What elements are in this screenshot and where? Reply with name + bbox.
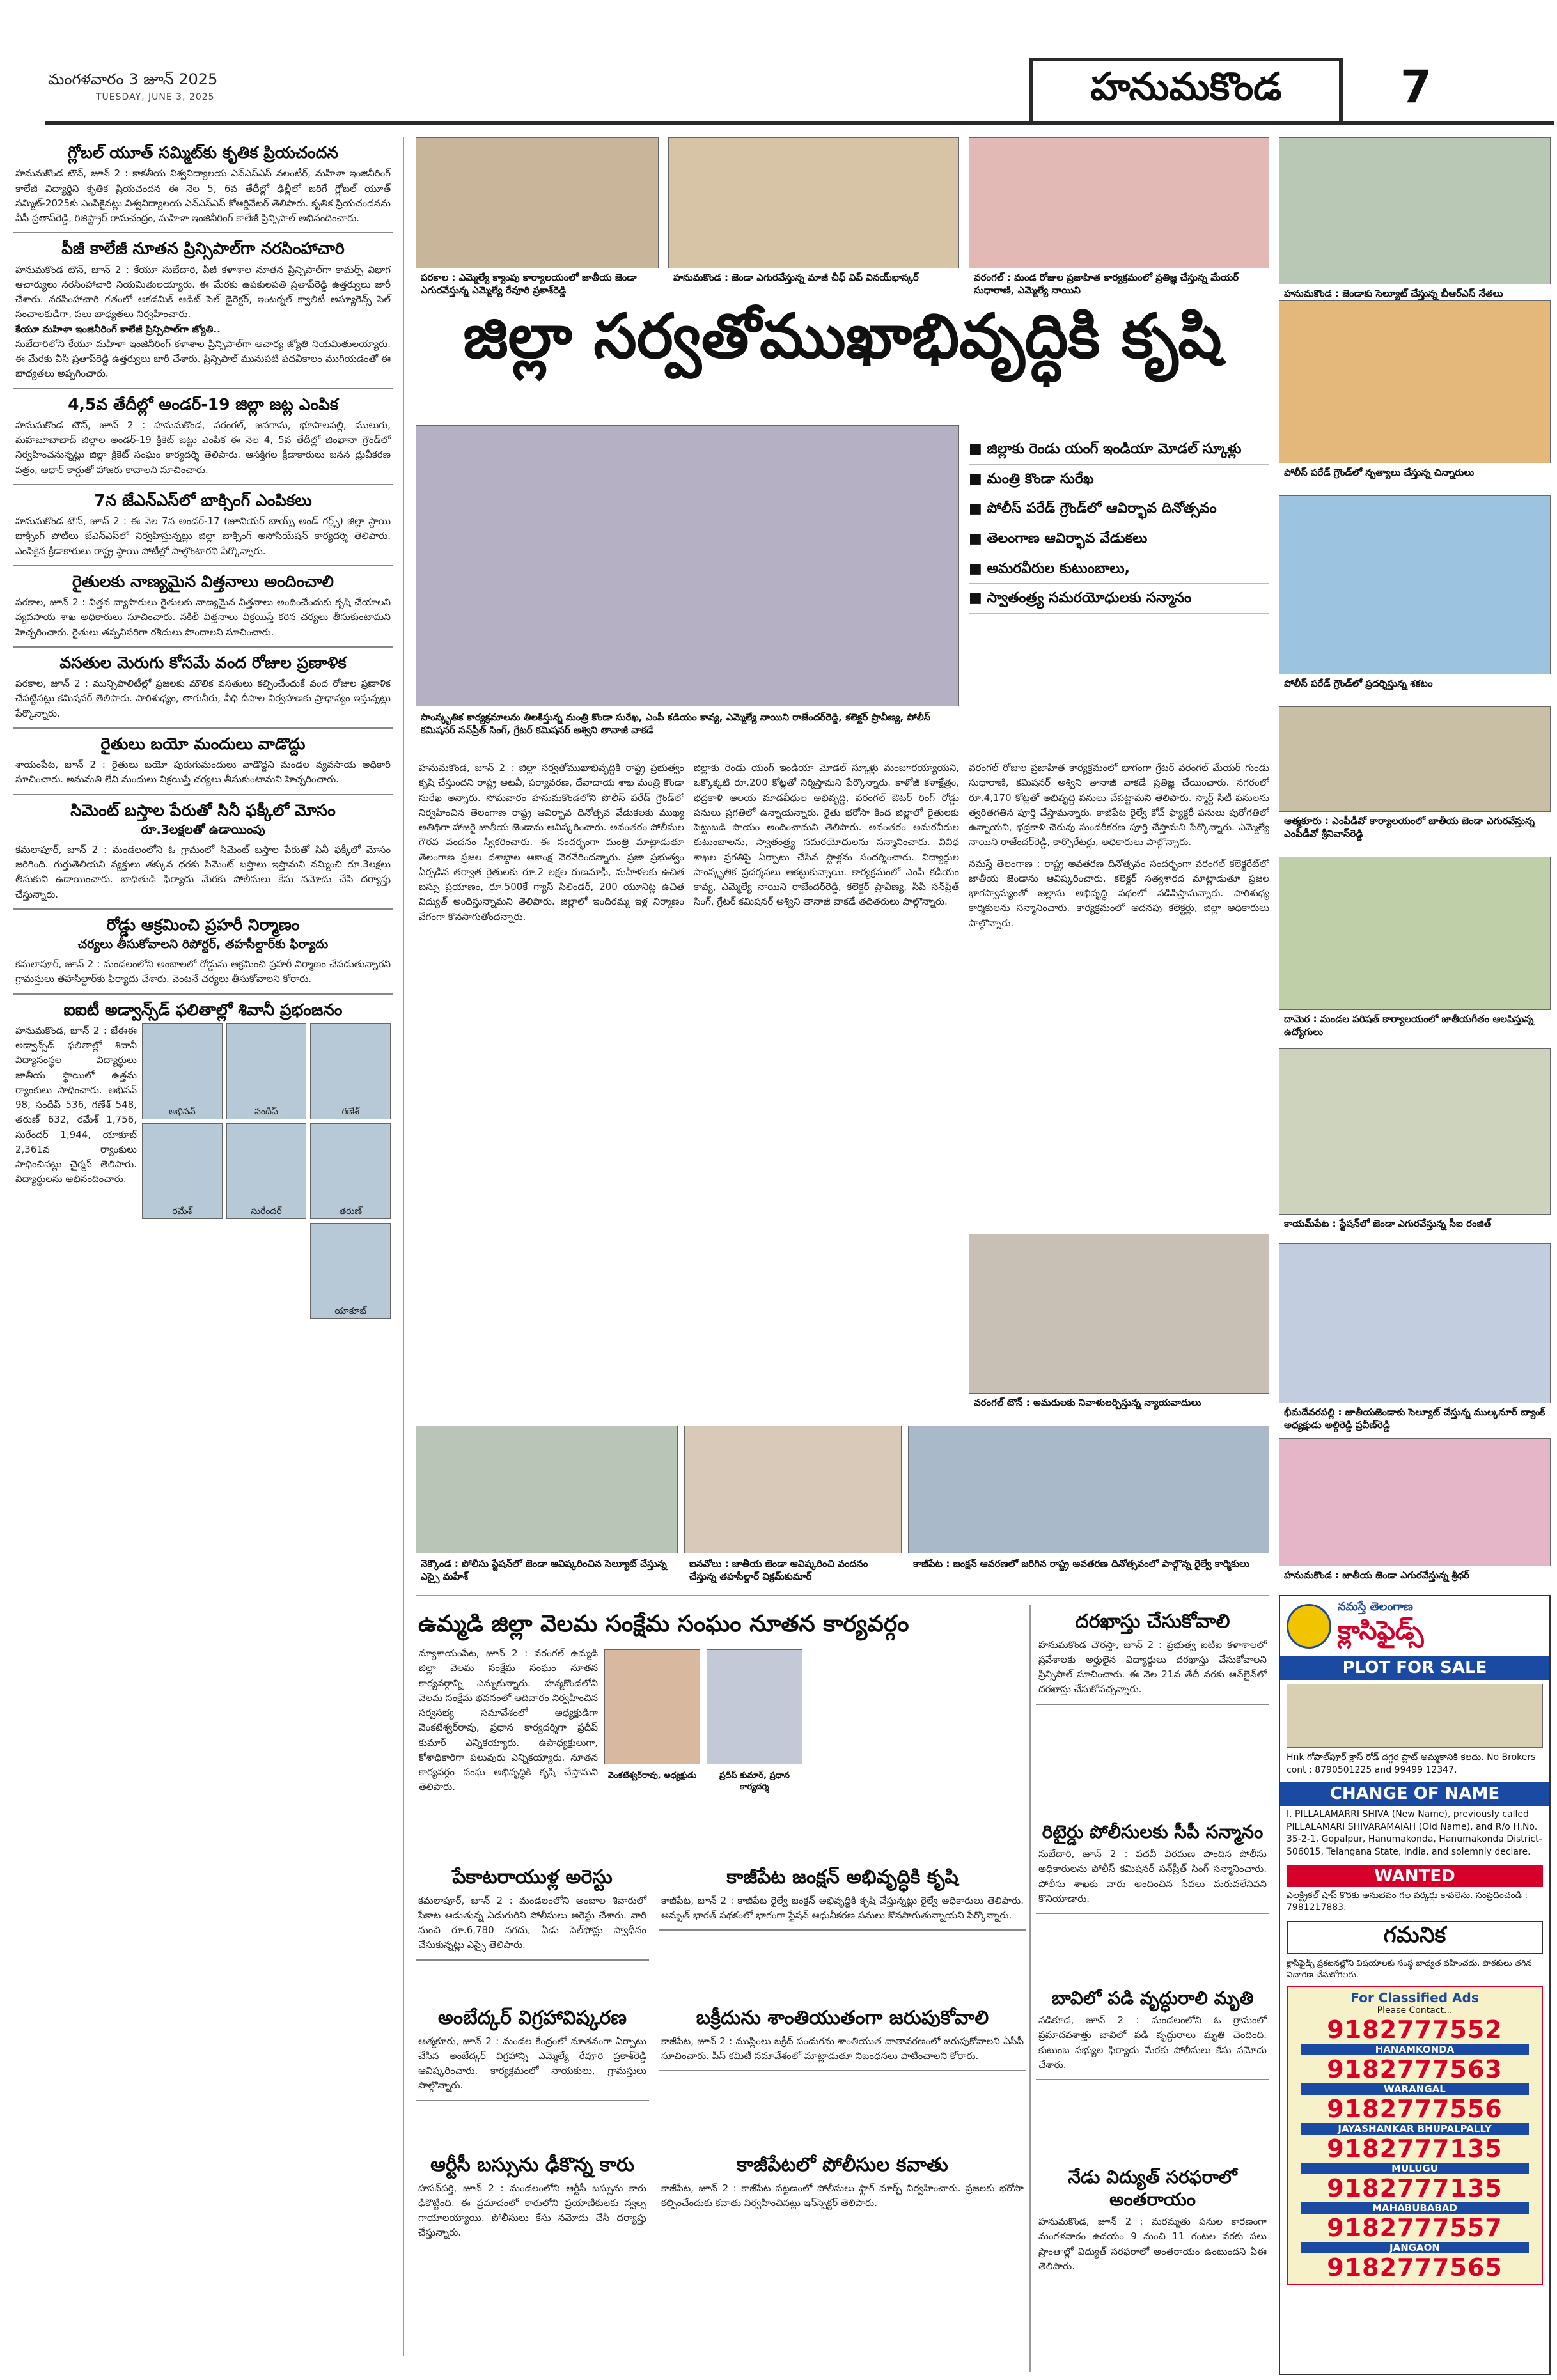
story-title: రిటైర్డు పోలీసులకు సీపీ సన్మానం — [1042, 1821, 1264, 1842]
story-body: సుబేదారి, జూన్ 2 : పదవీ విరమణ పొందిన పోలీసు అధికారులను పోలీస్ కమిషనర్ సన్‌ప్రీత్ సింగ్ సన్మానించారు. పోలీసు శాఖకు వారు అందించిన సేవలు మరువలేనివని కొనియాడారు. — [1038, 1848, 1267, 1904]
bullet-item: ■ అమరవీరుల కుటుంబాలు, — [969, 554, 1269, 584]
contact-phone[interactable]: 9182777563 — [1327, 2055, 1503, 2084]
photo-caption: నెక్కొండ : పోలీసు స్టేషన్‌లో జెండా ఆవిష్కరించిన సెల్యూట్ చేస్తున్న ఎస్సై మహేశ్ — [421, 1558, 667, 1583]
topper-photo — [310, 1223, 391, 1319]
story-title: 7న జేఎన్ఎస్‌లో బాక్సింగ్ ఎంపికలు — [94, 490, 312, 509]
story-body: హనుమకొండ, జూన్ 2 : మరమ్మతు పనుల కారణంగా మంగళవారం ఉదయం 9 నుంచి 11 గంటల వరకు పలు ప్రాంతాల్లో విద్యుత్ సరఫరాలో అంతరాయం ఉంటుందని ఏఈ తెలిపారు. — [1038, 2216, 1267, 2272]
story-subtitle: రూ.3లక్షలతో ఉడాయింపు — [141, 822, 265, 837]
story-body: కాజీపేట, జూన్ 2 : ముస్లింలు బక్రీద్ పండుగను శాంతియుత వాతావరణంలో జరుపుకోవాలని ఏసీపీ సూచించారు. పీస్ కమిటీ సమావేశంలో మాట్లాడుతూ నిబంధనలు పాటించాలని కోరారు. — [661, 2035, 1024, 2062]
plot-ad-text: Hnk గోపాల్‌పూర్ క్రాస్ రోడ్ దగ్గర ప్లాట్ అమ్మకానికి కలదు. No Brokers cont : 8790501225 and 99499 12347. — [1287, 1752, 1536, 1775]
story-body: న్యూశాయంపేట, జూన్ 2 : వరంగల్ ఉమ్మడి జిల్లా వెలమ సంక్షేమ సంఘం నూతన కార్యవర్గాన్ని ఎన్నుకున్నారు. హన్మకొండలోని వెలమ సంక్షేమ భవనంలో ఆదివారం నిర్వహించిన సర్వసభ్య సమావేశంలో అధ్యక్షుడిగా వెంకటేశ్వర్‌రావు, ప్రధాన కార్యదర్శిగా ప్రదీప్ కుమార్ ఎన్నికయ్యారు. ఉపాధ్యక్షులుగా, కోశాధికారిగా పలువురు ఎన్నికయ్యారు. నూతన కార్యవర్గం సంఘ అభివృద్ధికి కృషి చేస్తామని తెలిపారు. — [419, 1647, 598, 1793]
contacts-subheading: Please Contact... — [1377, 2005, 1453, 2016]
topper-name: తరుణ్ — [339, 1206, 362, 1217]
story-body: సుబేదారిలోని కేయూ మహిళా ఇంజినీరింగ్ కళాశాల ప్రిన్సిపాల్‌గా ఆచార్య జ్యోతి నియమితులయ్యారు. ఈ మేరకు వీసీ ప్రతాప్‌రెడ్డి ఉత్తర్వులు జారీ చేశారు. ప్రిన్సిపాల్ మునుపటి పదవీకాలం ముగియడంతో ఈ బాధ్యతలు అప్పగించారు. — [15, 338, 391, 380]
main-headline: జిల్లా సర్వతోముఖాభివృద్ధికి కృషి — [463, 300, 1222, 372]
story-title: కాజీపేటలో పోలీసుల కవాతు — [737, 2154, 948, 2176]
bullet-item: ■ మంత్రి కొండా సురేఖ — [969, 465, 1269, 495]
contact-phone[interactable]: 9182777135 — [1327, 2135, 1503, 2163]
plot-for-sale-banner: PLOT FOR SALE — [1280, 1656, 1549, 1680]
photo-caption: పోలీస్ పరేడ్ గ్రౌండ్‌లో ప్రదర్శిస్తున్న శకటం — [1284, 678, 1433, 689]
story-apply-iti — [1036, 1605, 1269, 1705]
contact-phone[interactable]: 9182777556 — [1327, 2095, 1503, 2124]
wanted-text: ఎలక్ట్రికల్ షాప్ కొరకు అనుభవం గల వర్కర్లు కావలెను. సంప్రదించండి : 7981217883. — [1287, 1890, 1528, 1913]
story-title: వసతుల మెరుగు కోసమే వంద రోజుల ప్రణాళిక — [59, 653, 347, 672]
story-ambedkar-statue — [416, 2001, 649, 2101]
story-under19-selection — [13, 389, 393, 485]
plot-photo — [1287, 1684, 1543, 1748]
main-body: వరంగల్ రోజుల ప్రజాహిత కార్యక్రమంలో భాగంగా గ్రేటర్ వరంగల్ మేయర్ గుండు సుధారాణి, కమిషనర్ అశ్విని తానాజీ వాకడే ప్రతిజ్ఞ చేయించారు. నగరంలో రూ.4,170 కోట్లతో అభివృద్ధి పనులు చేపట్టామని తెలిపారు. స్మార్ట్ సిటీ పనులను త్వరితగతిన పూర్తి చేస్తామన్నారు. కాజీపేట రైల్వే కోచ్ ఫ్యాక్టరీ పనులు పురోగతిలో ఉన్నాయని, భద్రకాళి చెరువు సుందరీకరణ పూర్తి చేస్తామని పేర్కొన్నారు. ఎమ్మెల్యే నాయిని రాజేందర్‌రెడ్డి, కార్పొరేటర్లు, అధికారులు పాల్గొన్నారు. — [969, 762, 1269, 848]
story-body: ఆత్మకూరు, జూన్ 2 : మండల కేంద్రంలో నూతనంగా ఏర్పాటు చేసిన అంబేద్కర్ విగ్రహాన్ని ఎమ్మెల్యే రేవూరి ప్రకాశ్‌రెడ్డి ఆవిష్కరించారు. కార్యక్రమంలో నాయకులు, గ్రామస్తులు పాల్గొన్నారు. — [418, 2035, 646, 2092]
story-title: రైతులకు నాణ్యమైన విత్తనాలు అందించాలి — [72, 572, 334, 591]
photo-caption: వరంగల్ : మండ రోజుల ప్రజాహిత కార్యక్రమంలో ప్రతిజ్ఞ చేస్తున్న మేయర్ సుధారాణి, ఎమ్మెల్యే నాయిని — [974, 272, 1239, 297]
masthead-date: మంగళవారం 3 జూన్ 2025 — [48, 70, 218, 88]
change-of-name-banner: CHANGE OF NAME — [1280, 1782, 1549, 1806]
contact-phone[interactable]: 9182777135 — [1327, 2174, 1503, 2203]
story-pg-college-principal — [13, 233, 393, 389]
topper-name: రమేశ్ — [172, 1206, 192, 1217]
story-iit-results — [13, 995, 393, 1325]
story-body: కాజీపేట, జూన్ 2 : కాజీపేట పట్టణంలో పోలీసులు ఫ్లాగ్ మార్చ్ నిర్వహించారు. ప్రజలకు భరోసా కల్పించేందుకు కవాతు నిర్వహించినట్లు ఇన్‌స్పెక్టర్ తెలిపారు. — [661, 2182, 1024, 2209]
photo-caption: పరకాల : ఎమ్మెల్యే క్యాంపు కార్యాలయంలో జాతీయ జెండా ఎగురవేస్తున్న ఎమ్మెల్యే రేవూరి ప్రకాశ్‌రెడ్డి — [421, 272, 637, 297]
photo-hanumakonda-flag — [668, 137, 959, 268]
story-body: కాజీపేట, జూన్ 2 : కాజీపేట రైల్వే జంక్షన్ అభివృద్ధికి కృషి చేస్తున్నట్లు రైల్వే అధికారులు తెలిపారు. అమృత్ భారత్ పథకంలో భాగంగా స్టేషన్ ఆధునీకరణ పనులు కొనసాగుతున్నాయని పేర్కొన్నారు. — [661, 1894, 1024, 1921]
contact-place: JAYASHANKAR BHUPALPALLY — [1301, 2123, 1529, 2135]
story-body: కమలాపూర్, జూన్ 2 : మండలంలోని అంబాలలో రోడ్డును ఆక్రమించి ప్రహరీ నిర్మాణం చేపడుతున్నారని గ్రామస్తులు తహసీల్దార్‌కు ఫిర్యాదు చేశారు. వెంటనే చర్యలు తీసుకోవాలని కోరారు. — [15, 958, 391, 985]
story-subhead: కేయూ మహిళా ఇంజినీరింగ్ కాలేజీ ప్రిన్సిపాల్‌గా జ్యోతి.. — [15, 323, 221, 335]
contact-phone[interactable]: 9182777557 — [1327, 2214, 1503, 2243]
bullet-item: ■ స్వాతంత్ర్య సమరయోధులకు సన్మానం — [969, 584, 1269, 614]
section-divider — [416, 1595, 1269, 1596]
topper-photo — [226, 1123, 307, 1219]
photo-kazipet-railway — [908, 1426, 1269, 1553]
story-title: రోడ్డు ఆక్రమించి ప్రహరీ నిర్మాణం — [106, 915, 300, 934]
photo-caption: భీమదేవరపల్లి : జాతీయజెండాకు సెల్యూట్ చేస్తున్న ముల్కనూర్ బ్యాంక్ అధ్యక్షుడు అల్గిరెడ్డి ప్రవీణ్‌రెడ్డి — [1284, 1406, 1545, 1431]
topper-name: యాకూబ్ — [334, 1305, 367, 1316]
contacts-heading: For Classified Ads — [1350, 1990, 1479, 2006]
story-rtc-bus-accident — [416, 2148, 649, 2247]
portrait-caption: ప్రదీప్ కుమార్, ప్రధాన కార్యదర్శి — [719, 1771, 790, 1792]
story-subtitle: చర్యలు తీసుకోవాలని రిపోర్టర్, తహసీల్దార్‌కు ఫిర్యాదు — [77, 937, 329, 951]
topper-photo — [142, 1123, 223, 1219]
story-title: పీజీ కాలేజీ నూతన ప్రిన్సిపాల్‌గా నరసింహాచారి — [61, 239, 345, 258]
story-gamblers-arrest — [416, 1860, 649, 1961]
photo-caption: కాజీపేట : జంక్షన్ ఆవరణలో జరిగిన రాష్ట్ర అవతరణ దినోత్సవంలో పాల్గొన్న రైల్వే కార్మికులు — [913, 1558, 1249, 1569]
topper-name: సందీప్ — [254, 1106, 278, 1117]
story-body: హనుమకొండ టౌన్, జూన్ 2 : కాకతీయ విశ్వవిద్యాలయ ఎన్ఎస్ఎస్ వలంటీర్, మహిళా ఇంజినీరింగ్ కాలేజీ విద్యార్థిని కృతిక ప్రియచందన ఈ నెల 5, 6వ తేదీల్లో ఢిల్లీలో జరిగే గ్లోబల్ యూత్ సమ్మిట్-2025కు ఎంపికైనట్లు విశ్వవిద్యాలయ ఎన్ఎస్ఎస్ కోఆర్డినేటర్ తెలిపారు. కృతిక ప్రియచందనను వీసీ ప్రతాప్‌రెడ్డి, రిజిస్ట్రార్ రామచంద్రం, మహిళా ఇంజినీరింగ్ కాలేజీ ప్రిన్సిపాల్ అభినందించారు. — [15, 167, 391, 224]
story-title: ఆర్టీసీ బస్సును ఢీకొన్న కారు — [430, 2154, 635, 2176]
story-title: గ్లోబల్ యూత్ సమ్మిట్‌కు కృతిక ప్రియచందన — [68, 143, 338, 162]
brand-logo-icon — [1287, 1604, 1331, 1649]
story-body: కమలాపూర్, జూన్ 2 : మండలంలోని అంబాల శివారులో పేకాట ఆడుతున్న ఏడుగురిని పోలీసులు అరెస్టు చేశారు. వారి నుంచి రూ.6,780 నగదు, ఏడు సెల్‌ఫోన్లు స్వాధీనం చేసుకున్నట్లు ఎస్సై తెలిపారు. — [418, 1894, 646, 1951]
story-body: హనుమకొండ టౌన్, జూన్ 2 : హనుమకొండ, వరంగల్, జనగామ, భూపాలపల్లి, ములుగు, మహబూబాబాద్ జిల్లాల అండర్-19 క్రికెట్ జట్టు ఎంపిక ఈ నెల 4, 5వ తేదీల్లో జింఖానా గ్రౌండ్‌లో నిర్వహించనున్నట్లు జిల్లా క్రికెట్ సంఘం కార్యదర్శి తెలిపారు. ఆసక్తిగల క్రీడాకారులు జనన ధ్రువీకరణ పత్రం, ఆధార్ కార్డుతో హాజరు కావాలని సూచించారు. — [15, 419, 391, 476]
left-column — [13, 137, 393, 2362]
notice-title: గమనిక — [1287, 1921, 1543, 1954]
portrait-secretary — [707, 1649, 802, 1764]
wanted-banner: WANTED — [1287, 1865, 1543, 1887]
photo-tableau — [1279, 495, 1551, 674]
photo-caption: పోలీస్ పరేడ్ గ్రౌండ్‌లో నృత్యాలు చేస్తున్న చిన్నారులు — [1284, 467, 1475, 478]
topper-name: సురేందర్ — [251, 1206, 282, 1217]
story-body: హనుమకొండ చౌరస్తా, జూన్ 2 : ప్రభుత్వ ఐటీఐ కళాశాలలో ప్రవేశాలకు అర్హులైన విద్యార్థులు దరఖాస్తు చేసుకోవాలని ప్రిన్సిపాల్ సూచించారు. ఈ నెల 21వ తేదీ వరకు ఆన్‌లైన్‌లో దరఖాస్తు చేసుకోవచ్చన్నారు. — [1038, 1638, 1267, 1695]
topper-photos — [142, 1023, 391, 1319]
story-title: ఉమ్మడి జిల్లా వెలమ సంక్షేమ సంఘం నూతన కార్యవర్గం — [418, 1611, 909, 1637]
topper-photo — [142, 1023, 223, 1119]
contact-place: JANGAON — [1301, 2242, 1529, 2253]
story-body: హనుమకొండ, జూన్ 2 : జేఈఈ అడ్వాన్స్‌డ్ ఫలితాల్లో శివానీ విద్యాసంస్థల విద్యార్థులు జాతీయ స్థాయిలో ఉత్తమ ర్యాంకులు సాధించారు. అభినవ్ 98, సందీప్ 536, గణేశ్ 548, తరుణ్ 632, రమేశ్ 1,756, సురేందర్ 1,944, యాకూబ్ 2,361వ ర్యాంకులు సాధించినట్లు చైర్మన్ తెలిపారు. విద్యార్థులను అభినందించారు. — [15, 1024, 137, 1185]
story-cement-fraud — [13, 795, 393, 910]
photo-nekkonda — [416, 1426, 678, 1553]
bullet-item: ■ జిల్లాకు రెండు యంగ్ ఇండియా మోడల్ స్కూళ్లు — [969, 435, 1269, 465]
photo-advocates — [969, 1234, 1269, 1394]
story-velama-association — [416, 1605, 1026, 1649]
story-retired-police — [1036, 1816, 1269, 1914]
column-divider — [1029, 1605, 1031, 2372]
change-of-name-text: I, PILLALAMARRI SHIVA (New Name), previously called PILLALAMARI SHIVARAMAIAH (Old Name), and R/o H.No. 35-2-1, Gopalpur, Hanumakonda, Hanumakonda District-506015, Telangana State, India, and solemnly declare. — [1287, 1809, 1542, 1857]
column-divider — [403, 137, 404, 2356]
photo-bheemadevarapalli — [1279, 1243, 1551, 1403]
section-title: హనుమకొండ — [1029, 58, 1343, 121]
story-title: బావిలో పడి వృద్ధురాలి మృతి — [1051, 1987, 1254, 2009]
contact-phone[interactable]: 9182777552 — [1327, 2016, 1503, 2044]
story-title: సిమెంట్ బస్తాల పేరుతో సినీ ఫక్కీలో మోసం — [70, 800, 336, 820]
photo-caption: హనుమకొండ : జెండాకు సెల్యూట్ చేస్తున్న బీఆర్ఎస్ నేతలు — [1284, 288, 1503, 299]
story-title: రైతులు బయో మందులు వాడొద్దు — [100, 734, 306, 753]
photo-kayampet — [1279, 1048, 1551, 1215]
photo-atmakur — [1279, 706, 1551, 812]
story-title: నేడు విద్యుత్ సరఫరాలో అంతరాయం — [1068, 2166, 1237, 2210]
contact-place: MULUGU — [1301, 2163, 1529, 2174]
story-bio-pesticides — [13, 729, 393, 795]
topper-name: గణేశ్ — [341, 1106, 359, 1117]
topper-name: అభినవ్ — [168, 1106, 196, 1117]
story-title: పేకాటరాయుళ్ల అరెస్టు — [452, 1866, 613, 1888]
photo-damera — [1279, 857, 1551, 1010]
photo-caption: హనుమకొండ : జాతీయ జెండా ఎగురవేస్తున్న శ్రీధర్ — [1284, 1569, 1470, 1581]
contact-place: WARANGAL — [1301, 2083, 1529, 2095]
headline-bullets — [969, 435, 1269, 614]
topper-photo — [310, 1123, 391, 1219]
story-body: హనుమకొండ టౌన్, జూన్ 2 : కేయూ సుబేదారి, పీజీ కళాశాల నూతన ప్రిన్సిపాల్‌గా కామర్స్ విభాగ ఆచార్యులు నరసింహాచారి నియమితులయ్యారు. ఈ మేరకు ఉపకులపతి ప్రతాప్‌రెడ్డి ఉత్తర్వులు జారీ చేశారు. నరసింహాచారి గతంలో అకడమిక్ ఆడిట్ సెల్ డైరెక్టర్, ఇంటర్నల్ క్వాలిటీ అస్యూరెన్స్ సెల్ సంచాలకుడిగా, పలు బాధ్యతలు నిర్వహించారు. — [15, 263, 391, 320]
main-body-col-3 — [969, 761, 1269, 1221]
bullet-item: ■ తెలంగాణ ఆవిర్భావ వేడుకలు — [969, 524, 1269, 554]
topper-photo — [310, 1023, 391, 1119]
story-woman-well-death — [1036, 1982, 1269, 2080]
story-body: నడికూడ, జూన్ 2 : మండలంలోని ఓ గ్రామంలో ప్రమాదవశాత్తు బావిలో పడి వృద్ధురాలు మృతి చెందింది. కుటుంబ సభ్యుల ఫిర్యాదు మేరకు పోలీసులు కేసు నమోదు చేశారు. — [1038, 2014, 1267, 2071]
photo-parakala — [416, 137, 659, 268]
photo-caption: ఐనవోలు : జాతీయ జెండా ఆవిష్కరించి వందనం చేస్తున్న తహసీల్దార్ విక్రమ్‌కుమార్ — [689, 1558, 868, 1583]
photo-caption: ఆత్మకూరు : ఎంపీడీవో కార్యాలయంలో జాతీయ జెండా ఎగురవేస్తున్న ఎంపీడీవో శ్రీనివాస్‌రెడ్డి — [1284, 815, 1535, 840]
main-photo-caption: సాంస్కృతిక కార్యక్రమాలను తిలకిస్తున్న మంత్రి కొండా సురేఖ, ఎంపీ కడియం కావ్య, ఎమ్మెల్యే నాయిని రాజేందర్‌రెడ్డి, కలెక్టర్ ప్రావీణ్య, పోలీస్ కమిషనర్ సన్‌ప్రీత్ సింగ్, గ్రేటర్ కమిషనర్ అశ్విని తానాజీ వాకడే — [421, 712, 931, 736]
photo-warangal-pledge — [969, 137, 1269, 268]
story-title: 4,5వ తేదీల్లో అండర్-19 జిల్లా జట్ల ఎంపిక — [68, 394, 338, 414]
main-body: నమస్తే తెలంగాణ : రాష్ట్ర అవతరణ దినోత్సవం సందర్భంగా వరంగల్ కలెక్టరేట్‌లో జాతీయ జెండాను ఆవిష్కరించారు. కలెక్టర్ సత్యశారద మాట్లాడుతూ ప్రజల భాగస్వామ్యంతో జిల్లాను అభివృద్ధి పథంలో నడిపిస్తామన్నారు. పారిశుధ్య కార్మికులను సన్మానించారు. కార్యక్రమంలో అదనపు కలెక్టర్లు, జిల్లా అధికారులు పాల్గొన్నారు. — [969, 857, 1269, 929]
photo-brs-leaders — [1279, 137, 1551, 284]
story-title: బక్రీదును శాంతియుతంగా జరుపుకోవాలి — [696, 2007, 989, 2029]
story-title: దరఖాస్తు చేసుకోవాలి — [1075, 1610, 1230, 1633]
main-body: హనుమకొండ, జూన్ 2 : జిల్లా సర్వతోముఖాభివృద్ధికి రాష్ట్ర ప్రభుత్వం కృషి చేస్తుందని రాష్ట్ర అటవీ, పర్యావరణ, దేవాదాయ శాఖ మంత్రి కొండా సురేఖ అన్నారు. సోమవారం హనుమకొండలోని పోలీస్ పరేడ్ గ్రౌండ్‌లో నిర్వహించిన తెలంగాణ రాష్ట్ర ఆవిర్భావ దినోత్సవ వేడుకలకు ముఖ్య అతిథిగా హాజరై జాతీయ జెండాను ఆవిష్కరించారు. అనంతరం పోలీసుల గౌరవ వందనం స్వీకరించారు. ఈ సందర్భంగా మంత్రి మాట్లాడుతూ తెలంగాణ ప్రజల దశాబ్దాల ఆకాంక్ష నెరవేరిందన్నారు. ప్రజా ప్రభుత్వం ఏర్పడిన తర్వాత రైతులకు రూ.2 లక్షల రుణమాఫీ, మహిళలకు ఉచిత బస్సు ప్రయాణం, రూ.500కే గ్యాస్ సిలిండర్, 200 యూనిట్ల ఉచిత విద్యుత్ అందిస్తున్నామని తెలిపారు. జిల్లాలో ఇందిరమ్మ ఇళ్ల నిర్మాణం వేగంగా కొనసాగుతోందన్నారు. — [419, 762, 684, 922]
portrait-president — [604, 1649, 700, 1764]
portrait-caption: వెంకటేశ్వర్‌రావు, అధ్యక్షుడు — [607, 1771, 697, 1780]
notice-text: క్లాసిఫైడ్స్ ప్రకటనల్లోని విషయాలకు సంస్థ బాధ్యత వహించదు. పాఠకులు తగిన విచారణ చేసుకోగలరు. — [1287, 1958, 1532, 1980]
topper-photo — [226, 1023, 307, 1119]
story-body: పరకాల, జూన్ 2 : విత్తన వ్యాపారులు రైతులకు నాణ్యమైన విత్తనాలు అందించేందుకు కృషి చేయాలని వ్యవసాయ శాఖ అధికారులు సూచించారు. నకిలీ విత్తనాలు విక్రయిస్తే కఠిన చర్యలు తీసుకుంటామని హెచ్చరించారు. రైతులు తప్పనిసరిగా రశీదులు పొందాలని సూచించారు. — [15, 596, 391, 638]
main-photo-cultural-programs — [416, 425, 959, 706]
story-global-youth-summit — [13, 137, 393, 233]
story-body: కమలాపూర్, జూన్ 2 : మండలంలోని ఓ గ్రామంలో సిమెంట్ బస్తాల పేరుతో సినీ ఫక్కీలో మోసం జరిగింది. గుర్తుతెలియని వ్యక్తులు తక్కువ ధరకు సిమెంట్ బస్తాలు ఇస్తామని నమ్మించి రూ.3లక్షలు తీసుకుని ఉడాయించారు. బాధితుడి ఫిర్యాదు మేరకు పోలీసులు కేసు నమోదు చేసి దర్యాప్తు చేస్తున్నారు. — [15, 843, 391, 900]
contact-phone[interactable]: 9182777565 — [1327, 2253, 1503, 2282]
story-title: ఐఐటీ అడ్వాన్స్‌డ్ ఫలితాల్లో శివానీ ప్రభంజనం — [63, 1000, 343, 1019]
velama-body — [419, 1646, 598, 1857]
story-100-days-plan — [13, 648, 393, 729]
brand-name: నమస్తే తెలంగాణ — [1338, 1600, 1413, 1614]
masthead-rule — [45, 121, 1554, 125]
photo-inavolu — [684, 1426, 902, 1553]
masthead-date-english: TUESDAY, JUNE 3, 2025 — [96, 92, 215, 102]
story-power-cut — [1036, 2161, 1269, 2280]
story-quality-seeds — [13, 566, 393, 648]
photo-children-dance — [1279, 300, 1551, 463]
photo-caption: హనుమకొండ : జెండా ఎగురవేస్తున్న మాజీ చీఫ్ విప్ వినయ్‌భాస్కర్ — [673, 272, 919, 283]
bullet-item: ■ పోలీస్ పరేడ్ గ్రౌండ్‌లో ఆవిర్భావ దినోత్సవం — [969, 494, 1269, 524]
story-title: కాజీపేట జంక్షన్ అభివృద్ధికి కృషి — [726, 1866, 958, 1888]
classifieds-title: క్లాసిఫైడ్స్ — [1338, 1616, 1424, 1645]
story-body: హసన్‌పర్తి, జూన్ 2 : మండలంలోని ఆర్టీసీ బస్సును కారు ఢీకొట్టింది. ఈ ప్రమాదంలో కారులోని ప్రయాణికులకు స్వల్ప గాయాలయ్యాయి. పోలీసులు కేసు నమోదు చేసి దర్యాప్తు చేస్తున్నారు. — [418, 2182, 646, 2239]
story-title: అంబేద్కర్ విగ్రహావిష్కరణ — [437, 2007, 627, 2029]
contact-place: MAHABUBABAD — [1301, 2202, 1529, 2214]
contacts-box — [1287, 1986, 1543, 2285]
story-police-parade — [659, 2148, 1026, 2217]
main-body: జిల్లాకు రెండు యంగ్ ఇండియా మోడల్ స్కూళ్లు మంజూరయ్యాయని, ఒక్కొక్కటి రూ.200 కోట్లతో నిర్మిస్తామని పేర్కొన్నారు. కాళోజీ కళాక్షేత్రం, భద్రకాళి ఆలయ మాడవీధుల అభివృద్ధి, వరంగల్ ఔటర్ రింగ్ రోడ్డు పనులు ప్రగతిలో ఉన్నాయన్నారు. రైతు భరోసా కింద జిల్లాలో రైతులకు పెట్టుబడి సాయం అందించామని తెలిపారు. అనంతరం అమరవీరుల కుటుంబాలను, స్వాతంత్ర్య సమరయోధులను సన్మానించారు. వివిధ శాఖల ప్రగతిపై ఏర్పాటు చేసిన స్టాళ్లను సందర్శించారు. విద్యార్థుల సాంస్కృతిక ప్రదర్శనలు ఆకట్టుకున్నాయి. కార్యక్రమంలో ఎంపీ కడియం కావ్య, ఎమ్మెల్యే నాయిని రాజేందర్‌రెడ్డి, కలెక్టర్ ప్రావీణ్య, సీపీ సన్‌ప్రీత్ సింగ్, గ్రేటర్ కమిషనర్ అశ్విని తానాజీ వాకడే తదితరులు పాల్గొన్నారు. — [694, 762, 959, 908]
story-road-encroachment — [13, 910, 393, 995]
story-kazipet-junction — [659, 1860, 1026, 1931]
photo-caption: వరంగల్ టౌన్ : అమరులకు నివాళులర్పిస్తున్న న్యాయవాదులు — [974, 1397, 1201, 1408]
photo-caption: కాయమ్‌పేట : స్టేషన్‌లో జెండా ఎగురవేస్తున్న సీఐ రంజిత్ — [1284, 1218, 1492, 1229]
classifieds-panel — [1279, 1595, 1551, 2375]
photo-sridhar — [1279, 1438, 1551, 1566]
story-body: శాయంపేట, జూన్ 2 : రైతులు బయో పురుగుమందులు వాడొద్దని మండల వ్యవసాయ అధికారి సూచించారు. అనుమతి లేని మందులు విక్రయిస్తే చర్యలు తీసుకుంటామని హెచ్చరించారు. — [15, 759, 391, 786]
story-body: పరకాల, జూన్ 2 : మున్సిపాలిటీల్లో ప్రజలకు మౌలిక వసతులు కల్పించేందుకే వంద రోజుల ప్రణాళిక చేపట్టినట్లు కమిషనర్ తెలిపారు. పారిశుధ్యం, తాగునీరు, వీధి దీపాల నిర్వహణకు ప్రాధాన్యం ఇస్తున్నట్లు పేర్కొన్నారు. — [15, 678, 391, 719]
main-body-col-1 — [419, 761, 684, 1400]
main-body-col-2 — [694, 761, 959, 1400]
contact-place: HANAMKONDA — [1301, 2044, 1529, 2055]
story-body: హనుమకొండ టౌన్, జూన్ 2 : ఈ నెల 7న అండర్-17 (జూనియర్ బాయ్స్ అండ్ గర్ల్స్) జిల్లా స్థాయి బాక్సింగ్ పోటీలు జేఎన్ఎస్‌లో నిర్వహిస్తున్నట్లు జిల్లా బాక్సింగ్ అసోసియేషన్ కార్యదర్శి తెలిపారు. ఎంపికైన క్రీడాకారులు రాష్ట్ర స్థాయి పోటీల్లో పాల్గొంటారని పేర్కొన్నారు. — [15, 515, 391, 557]
story-boxing-selection — [13, 485, 393, 566]
page-number: 7 — [1400, 61, 1432, 113]
photo-caption: దామెర : మండల పరిషత్ కార్యాలయంలో జాతీయగీతం ఆలపిస్తున్న ఉద్యోగులు — [1284, 1013, 1534, 1038]
story-bakrid — [659, 2001, 1026, 2071]
classifieds-header — [1280, 1596, 1549, 1656]
